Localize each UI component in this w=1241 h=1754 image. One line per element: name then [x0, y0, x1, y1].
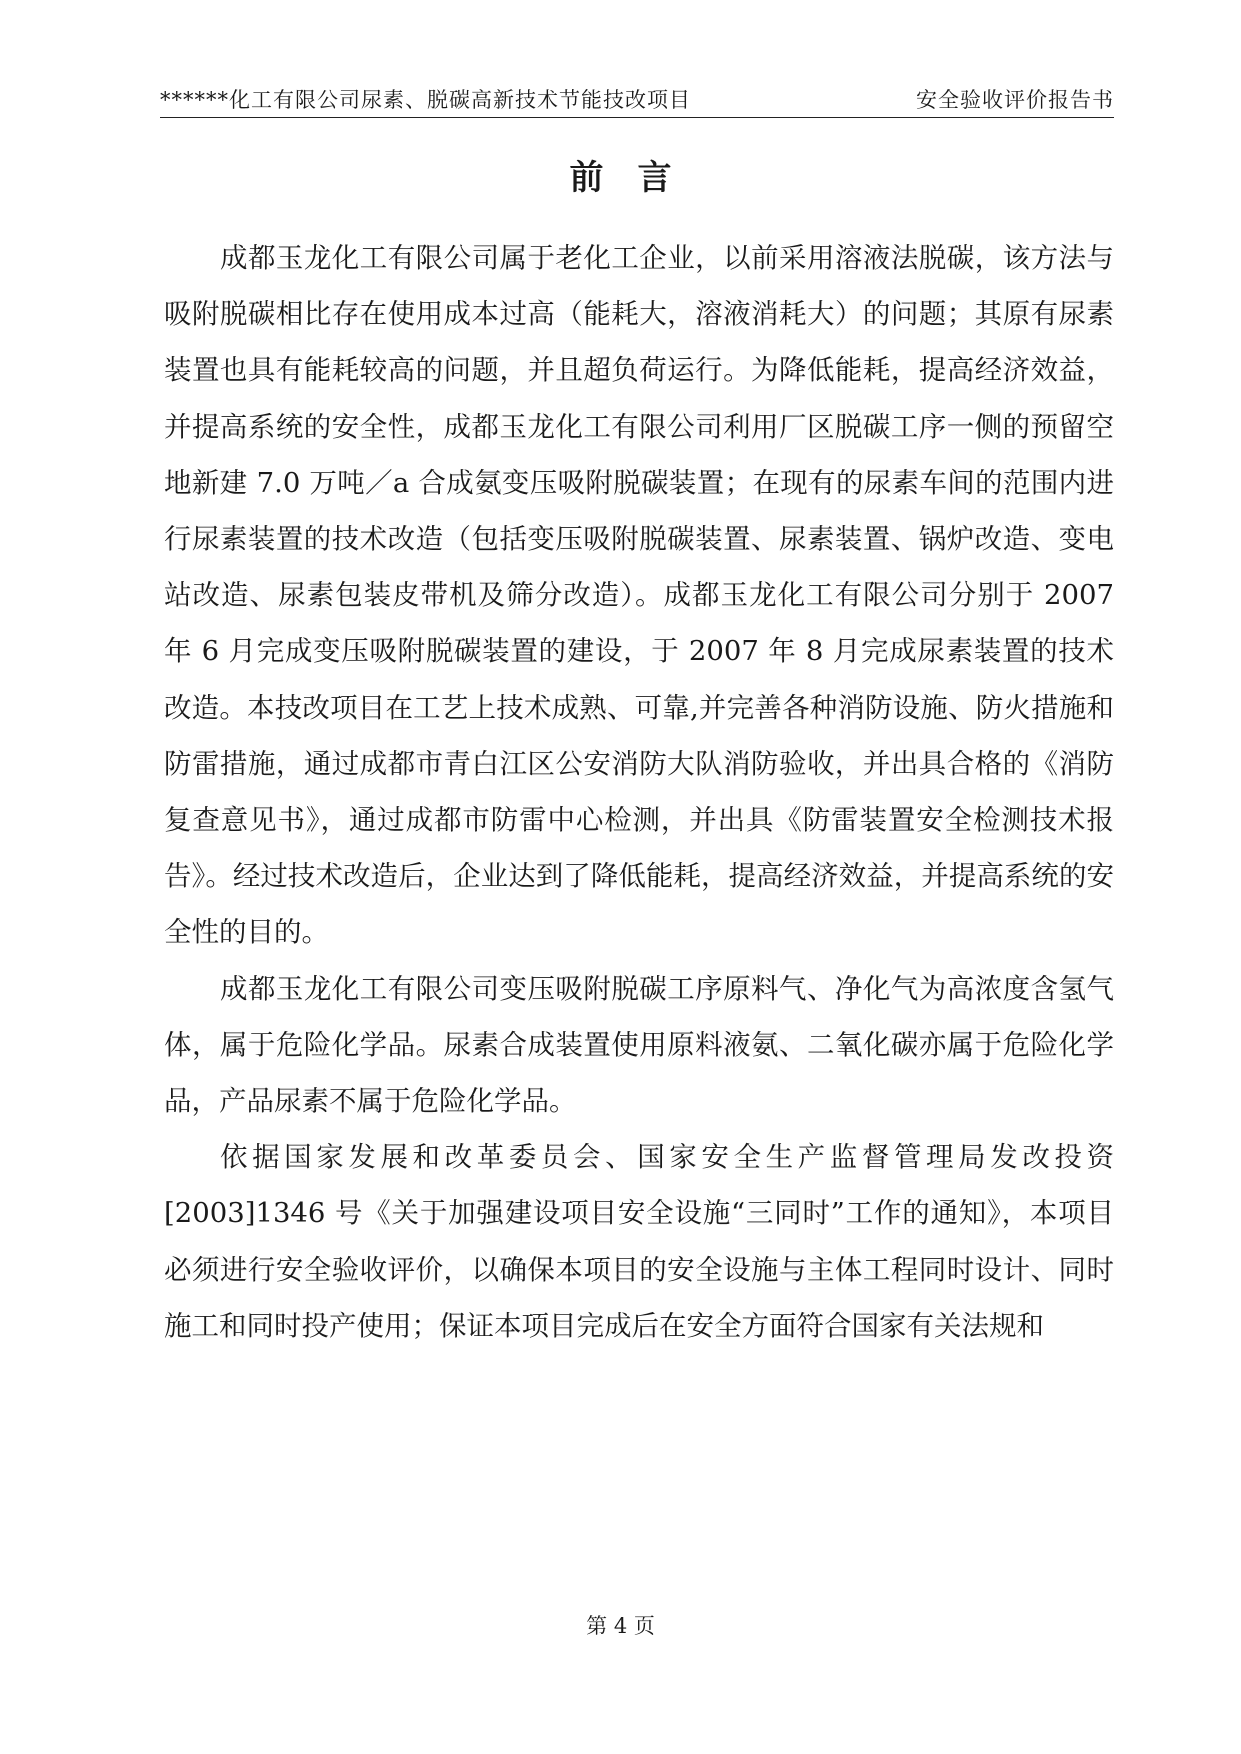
document-body: [164, 230, 1114, 1354]
page-number: 第 4 页: [586, 1614, 655, 1638]
paragraph-2: 成都玉龙化工有限公司变压吸附脱碳工序原料气、净化气为高浓度含氢气体，属于危险化学品。尿素合成装置使用原料液氨、二氧化碳亦属于危险化学品，产品尿素不属于危险化学品。: [164, 972, 1114, 1118]
paragraph-3: 依据国家发展和改革委员会、国家安全生产监督管理局发改投资[2003]1346 号《关于加强建设项目安全设施“三同时”工作的通知》，本项目必须进行安全验收评价，以确保本项目的安全设施与主体工程同时设计、同时施工和同时投产使用；保证本项目完成后在安全方面符合国家有关法规和: [164, 1141, 1114, 1342]
header-project-title: ******化工有限公司尿素、脱碳高新技术节能技改项目: [160, 88, 691, 112]
page-title: 前言: [569, 158, 706, 198]
header-report-title: 安全验收评价报告书: [916, 88, 1114, 112]
page-header: [160, 84, 1114, 114]
header-divider: [160, 117, 1114, 118]
paragraph-1: 成都玉龙化工有限公司属于老化工企业，以前采用溶液法脱碳，该方法与吸附脱碳相比存在使用成本过高（能耗大，溶液消耗大）的问题；其原有尿素装置也具有能耗较高的问题，并且超负荷运行。为降低能耗，提高经济效益，并提高系统的安全性，成都玉龙化工有限公司利用厂区脱碳工序一侧的预留空地新建 7.0 万吨／a 合成氨变压吸附脱碳装置；在现有的尿素车间的范围内进行尿素装置的技术改造（包括变压吸附脱碳装置、尿素装置、锅炉改造、变电站改造、尿素包装皮带机及筛分改造）。成都玉龙化工有限公司分别于 2007 年 6 月完成变压吸附脱碳装置的建设，于 2007 年 8 月完成尿素装置的技术改造。本技改项目在工艺上技术成熟、可靠,并完善各种消防设施、防火措施和防雷措施，通过成都市青白江区公安消防大队消防验收，并出具合格的《消防复查意见书》，通过成都市防雷中心检测，并出具《防雷装置安全检测技术报告》。经过技术改造后，企业达到了降低能耗，提高经济效益，并提高系统的安全性的目的。: [164, 242, 1114, 949]
